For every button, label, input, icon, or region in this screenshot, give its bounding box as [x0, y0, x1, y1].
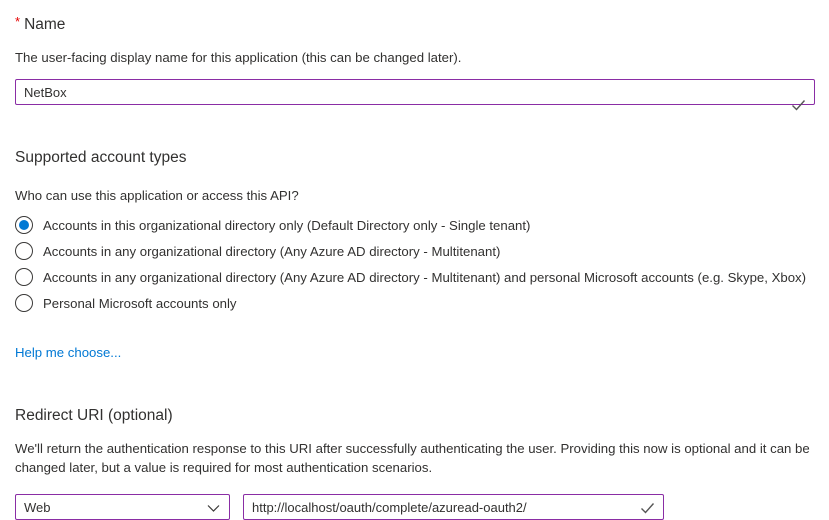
redirect-uri-description: We'll return the authentication response to this URI after successfully authenticating the user. Providing this now is optional and it can be changed later, but a value is required for most authentication scenarios.	[15, 441, 810, 475]
name-section-title	[15, 12, 815, 35]
radio-option-label: Accounts in any organizational directory (Any Azure AD directory - Multitenant) and personal Microsoft accounts (e.g. Skype, Xbox)	[43, 269, 807, 285]
account-types-title: Supported account types	[15, 149, 187, 166]
required-asterisk: *	[15, 14, 21, 29]
name-title-text: Name	[24, 16, 66, 33]
radio-option-label: Personal Microsoft accounts only	[43, 295, 237, 311]
name-input[interactable]	[15, 79, 815, 105]
radio-option[interactable]	[15, 216, 815, 234]
radio-option-label: Accounts in any organizational directory (Any Azure AD directory - Multitenant)	[43, 243, 501, 259]
redirect-uri-input[interactable]	[243, 494, 664, 520]
help-me-choose-link[interactable]: Help me choose...	[15, 345, 122, 360]
platform-select-value: Web	[24, 499, 51, 515]
radio-button-icon[interactable]	[15, 242, 33, 260]
chevron-down-icon	[207, 500, 220, 515]
radio-option[interactable]	[15, 294, 815, 312]
radio-button-icon[interactable]	[15, 294, 33, 312]
radio-button-icon[interactable]	[15, 216, 33, 234]
radio-option-label: Accounts in this organizational directory only (Default Directory only - Single tenant)	[43, 217, 531, 233]
platform-select[interactable]	[15, 494, 230, 520]
radio-option[interactable]	[15, 242, 815, 260]
account-types-radio-group	[15, 216, 815, 312]
radio-button-icon[interactable]	[15, 268, 33, 286]
account-types-question: Who can use this application or access this API?	[15, 188, 299, 203]
redirect-uri-title: Redirect URI (optional)	[15, 407, 173, 424]
name-description: The user-facing display name for this application (this can be changed later).	[15, 50, 462, 65]
radio-option[interactable]	[15, 268, 815, 286]
